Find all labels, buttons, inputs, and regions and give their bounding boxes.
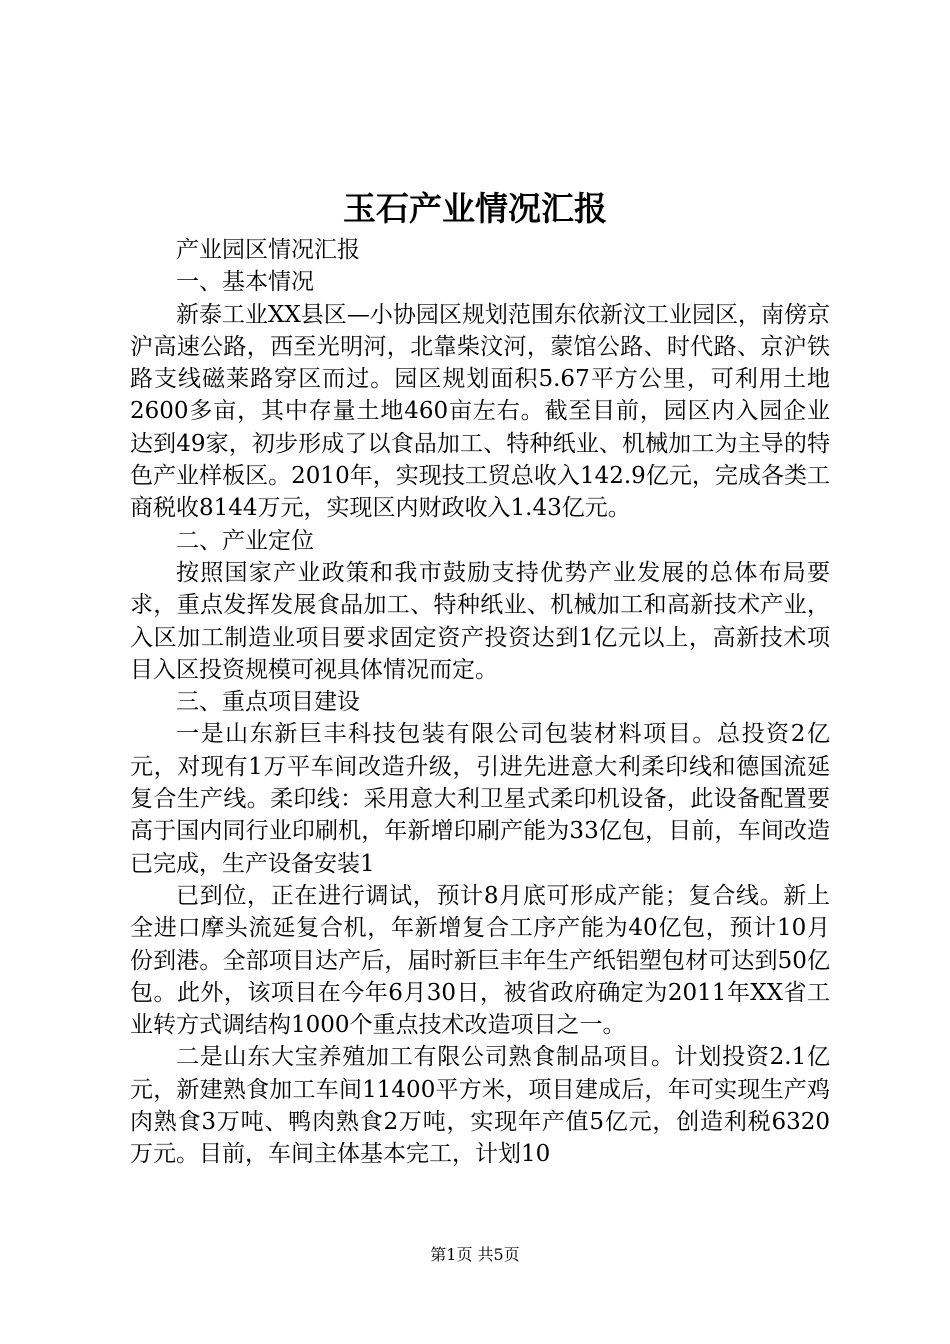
paragraph-project-one-continued: 已到位，正在进行调试，预计8月底可形成产能；复合线。新上全进口摩头流延复合机，年新增复合工序产能为40亿包，预计10月份到港。全部项目达产后，届时新巨丰年生产纸铝塑包材可达到50亿包。此外，该项目在今年6月30日，被省政府确定为2011年XX省工业转方式调结构1000个重点技术改造项目之一。: [130, 882, 830, 1039]
page-footer: 第1页 共5页: [430, 1245, 520, 1264]
document-body: [130, 234, 830, 1171]
section-heading-key-projects: 三、重点项目建设: [176, 689, 360, 716]
section-heading-industry-position: 二、产业定位: [176, 527, 314, 554]
paragraph-industry-position: 按照国家产业政策和我市鼓励支持优势产业发展的总体布局要求，重点发挥发展食品加工、特种纸业、机械加工和高新技术产业，入区加工制造业项目要求固定资产投资达到1亿元以上，高新技术项目入区投资规模可视具体情况而定。: [130, 559, 830, 683]
paragraph-project-two: 二是山东大宝养殖加工有限公司熟食制品项目。计划投资2.1亿元，新建熟食加工车间11400平方米，项目建成后，年可实现生产鸡肉熟食3万吨、鸭肉熟食2万吨，实现年产值5亿元，创造利税6320万元。目前，车间主体基本完工，计划10: [130, 1044, 830, 1168]
paragraph-basic-info: 新泰工业XX县区—小协园区规划范围东依新汶工业园区，南傍京沪高速公路，西至光明河，北靠柴汶河，蒙馆公路、时代路、京沪铁路支线磁莱路穿区而过。园区规划面积5.67平方公里，可利用土地2600多亩，其中存量土地460亩左右。截至目前，园区内入园企业达到49家，初步形成了以食品加工、特种纸业、机械加工为主导的特色产业样板区。2010年，实现技工贸总收入142.9亿元，完成各类工商税收8144万元，实现区内财政收入1.43亿元。: [130, 301, 830, 522]
paragraph-heading-park-report: 产业园区情况汇报: [176, 237, 360, 263]
document-title: 玉石产业情况汇报: [343, 189, 607, 228]
paragraph-project-one: 一是山东新巨丰科技包装有限公司包装材料项目。总投资2亿元，对现有1万平车间改造升级，引进先进意大利柔印线和德国流延复合生产线。柔印线：采用意大利卫星式柔印机设备，此设备配置要高于国内同行业印刷机，年新增印刷产能为33亿包，目前，车间改造已完成，生产设备安装1: [130, 721, 830, 877]
section-heading-basic-info: 一、基本情况: [176, 269, 314, 296]
